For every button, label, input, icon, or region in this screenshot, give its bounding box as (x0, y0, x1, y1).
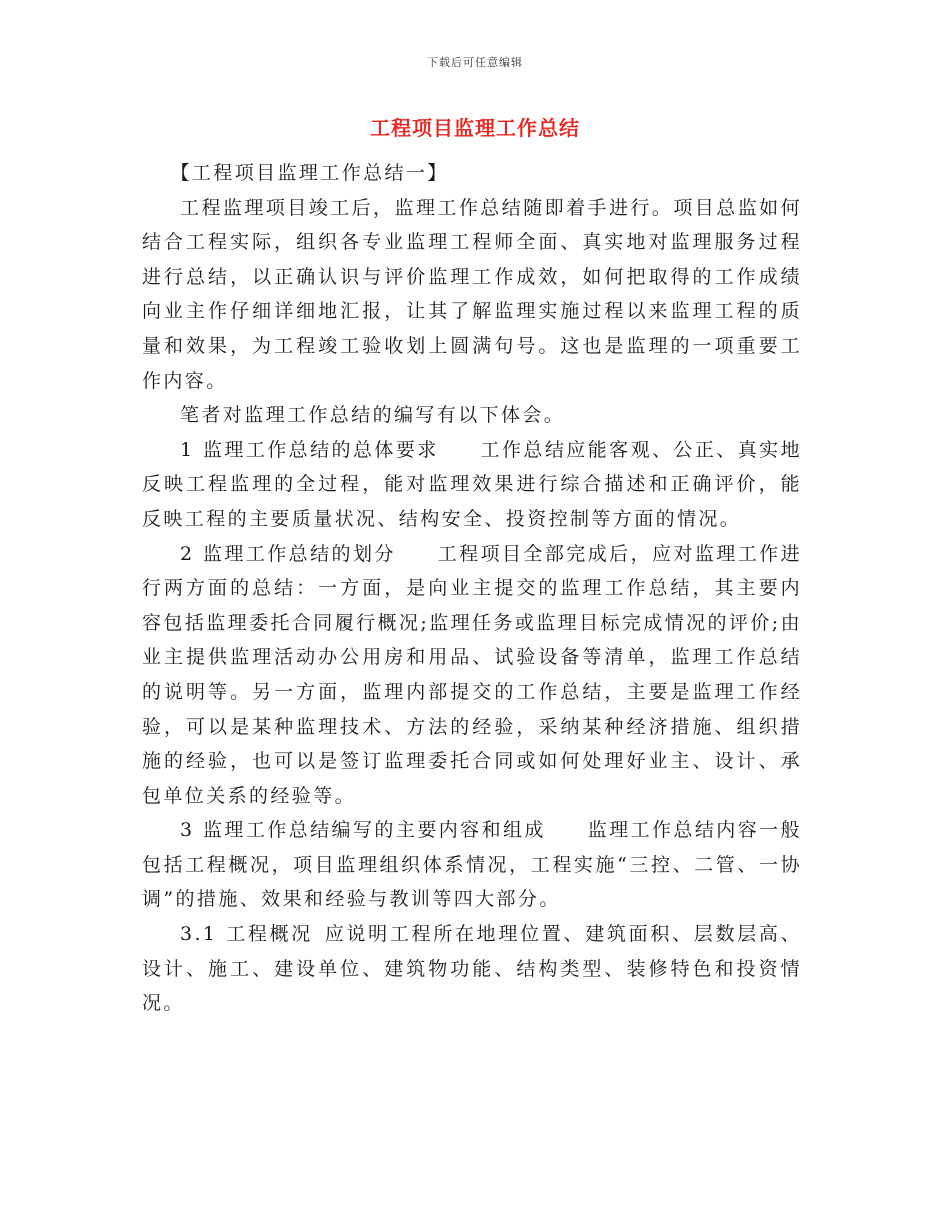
item-text: 应说明工程所在地理位置、建筑面积、层数层高、设计、施工、建设单位、建筑物功能、结构类型、装修特色和投资情况。 (142, 923, 802, 1015)
item-heading: 2 监理工作总结的划分 (180, 542, 396, 565)
numbered-item-1 (142, 433, 802, 537)
body-paragraph-2: 笔者对监理工作总结的编写有以下体会。 (180, 404, 566, 427)
item-text: 监理工作总结内容一般包括工程概况，项目监理组织体系情况，工程实施“三控、二管、一协调”的措施、效果和经验与教训等四大部分。 (142, 819, 802, 911)
item-text: 工作总结应能客观、公正、真实地反映工程监理的全过程，能对监理效果进行综合描述和正确评价，能反映工程的主要质量状况、结构安全、投资控制等方面的情况。 (142, 438, 802, 530)
numbered-item-3 (142, 813, 802, 917)
item-heading: 3 监理工作总结编写的主要内容和组成 (180, 819, 546, 842)
item-text: 工程项目全部完成后，应对监理工作进行两方面的总结：一方面，是向业主提交的监理工作总结，其主要内容包括监理委托合同履行概况;监理任务或监理目标完成情况的评价;由业主提供监理活动办公用房和用品、试验设备等清单，监理工作总结的说明等。另一方面，监理内部提交的工作总结，主要是监理工作经验，可以是某种监理技术、方法的经验，采纳某种经济措施、组织措施的经验，也可以是签订监理委托合同或如何处理好业主、设计、承包单位关系的经验等。 (142, 542, 802, 807)
numbered-item-3-1 (142, 917, 802, 1021)
item-heading: 3.1 工程概况 (180, 923, 313, 946)
body-paragraph-1: 工程监理项目竣工后，监理工作总结随即着手进行。项目总监如何结合工程实际，组织各专业监理工程师全面、真实地对监理服务过程进行总结，以正确认识与评价监理工作成效，如何把取得的工作成绩向业主作仔细详细地汇报，让其了解监理实施过程以来监理工程的质量和效果，为工程竣工验收划上圆满句号。这也是监理的一项重要工作内容。 (142, 196, 802, 392)
document-title: 工程项目监理工作总结 (370, 116, 580, 140)
item-heading: 1 监理工作总结的总体要求 (180, 438, 439, 461)
document-body (142, 156, 802, 1021)
section-heading: 【工程项目监理工作总结一】 (170, 162, 449, 184)
page-header-note: 下载后可任意编辑 (427, 56, 523, 69)
numbered-item-2 (142, 537, 802, 814)
